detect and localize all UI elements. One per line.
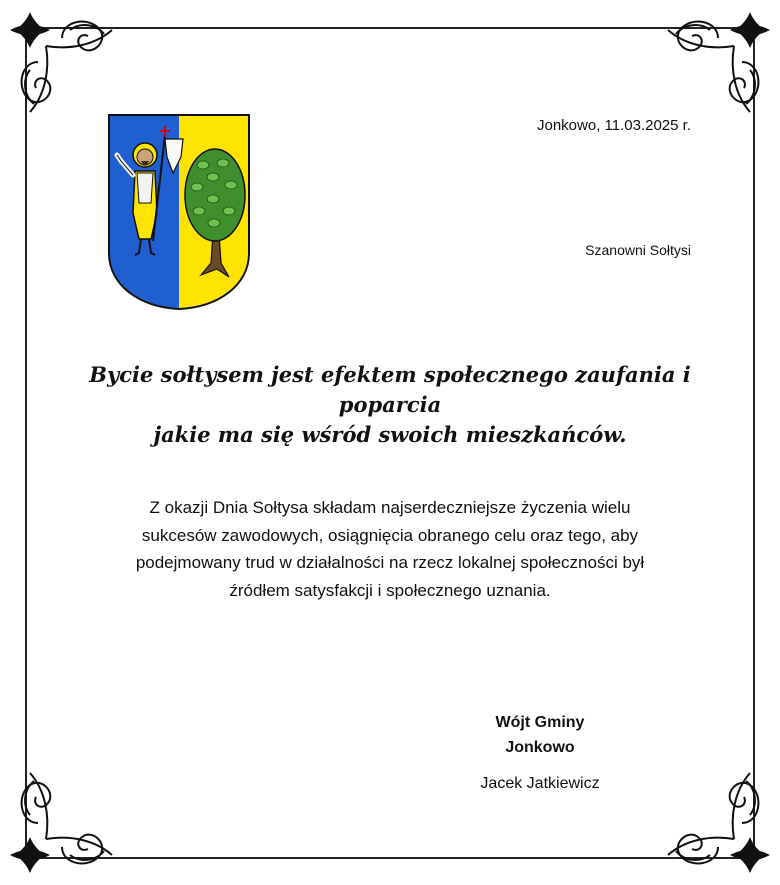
- signature-title-line: Wójt Gminy: [495, 714, 585, 731]
- body-line: Z okazji Dnia Sołtysa składam najserdeczniejsze życzenia wielu: [149, 498, 631, 517]
- corner-ornament-bottom-right-icon: [660, 765, 780, 885]
- corner-ornament-top-left-icon: [0, 0, 120, 120]
- body-line: sukcesów zawodowych, osiągnięcia obranego celu oraz tego, aby: [141, 525, 639, 545]
- letter-body: [80, 494, 700, 604]
- motto-line: Bycie sołtysem jest efektem społecznego zaufania i poparcia: [89, 362, 691, 417]
- letter-greeting: Szanowni Sołtysi: [585, 242, 691, 258]
- letter-date: Jonkowo, 11.03.2025 r.: [537, 117, 691, 134]
- corner-ornament-top-right-icon: [660, 0, 780, 120]
- body-line: źródłem satysfakcji i społecznego uznania.: [229, 580, 551, 600]
- signature-title: [440, 710, 640, 760]
- body-line: podejmowany trud w działalności na rzecz lokalnej społeczności był: [135, 553, 645, 572]
- motto-quote: [60, 360, 720, 450]
- signature-name: Jacek Jatkiewicz: [480, 775, 600, 792]
- corner-ornament-bottom-left-icon: [0, 765, 120, 885]
- coat-of-arms-icon: [107, 113, 251, 311]
- motto-line: jakie ma się wśród swoich mieszkańców.: [153, 422, 627, 447]
- signature-title-line: Jonkowo: [505, 739, 575, 756]
